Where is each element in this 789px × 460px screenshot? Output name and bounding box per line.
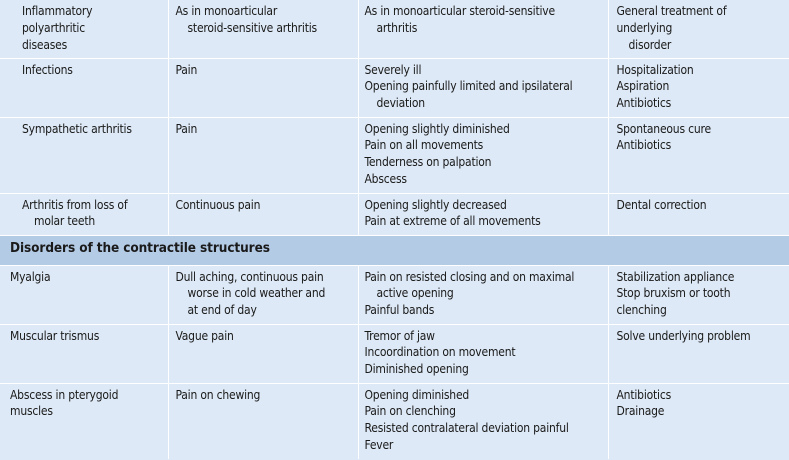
table-row: [0, 324, 789, 383]
treatment-cell: Antibiotics Drainage: [616, 387, 672, 419]
symptoms-cell: Vague pain: [168, 324, 358, 383]
section-title: Disorders of the contractile structures: [0, 235, 789, 265]
condition-cell: Infections: [0, 58, 168, 117]
table-row: [0, 383, 789, 459]
table-row: [0, 117, 789, 193]
condition-cell: Abscess in pterygoid muscles: [0, 383, 168, 459]
treatment-cell: Solve underlying problem: [608, 324, 789, 383]
treatment-cell: Dental correction: [608, 193, 789, 235]
section-header-row: [0, 235, 789, 265]
table-row: [0, 265, 789, 324]
table-row: [0, 0, 789, 58]
signs-cell: Pain on resisted closing and on maximal active opening Painful bands: [358, 265, 608, 324]
symptoms-cell: Dull aching, continuous pain worse in cold weather and at end of day: [168, 265, 358, 324]
condition-cell: Arthritis from loss of molar teeth: [0, 193, 168, 235]
condition-cell: Sympathetic arthritis: [0, 117, 168, 193]
condition-cell: Muscular trismus: [0, 324, 168, 383]
symptoms-cell: Pain: [168, 58, 358, 117]
condition-cell: Myalgia: [0, 265, 168, 324]
treatment-cell: Hospitalization Aspiration Antibiotics: [608, 58, 789, 117]
signs-cell: Tremor of jaw Incoordination on movement Diminished opening: [358, 324, 608, 383]
symptoms-cell: Pain on chewing: [168, 383, 358, 459]
treatment-cell: Spontaneous cure Antibiotics: [608, 117, 789, 193]
signs-cell: Opening slightly diminished Pain on all movements Tenderness on palpation Abscess: [358, 117, 608, 193]
signs-cell: As in monoarticular steroid-sensitive arthritis: [358, 0, 608, 58]
symptoms-cell: As in monoarticular steroid-sensitive arthritis: [168, 0, 358, 58]
table-row: [0, 58, 789, 117]
symptoms-cell: Continuous pain: [168, 193, 358, 235]
table-row: [0, 193, 789, 235]
symptoms-cell: Pain: [168, 117, 358, 193]
treatment-cell: General treatment of underlying disorder: [608, 0, 789, 58]
signs-cell: Severely ill Opening painfully limited and ipsilateral deviation: [358, 58, 608, 117]
signs-cell: Opening slightly decreased Pain at extreme of all movements: [358, 193, 608, 235]
signs-cell: Opening diminished Pain on clenching Resisted contralateral deviation painful Fever: [358, 383, 608, 459]
treatment-cell: Stabilization appliance Stop bruxism or tooth clenching: [608, 265, 789, 324]
condition-cell: Inflammatory polyarthritic diseases: [0, 0, 168, 58]
